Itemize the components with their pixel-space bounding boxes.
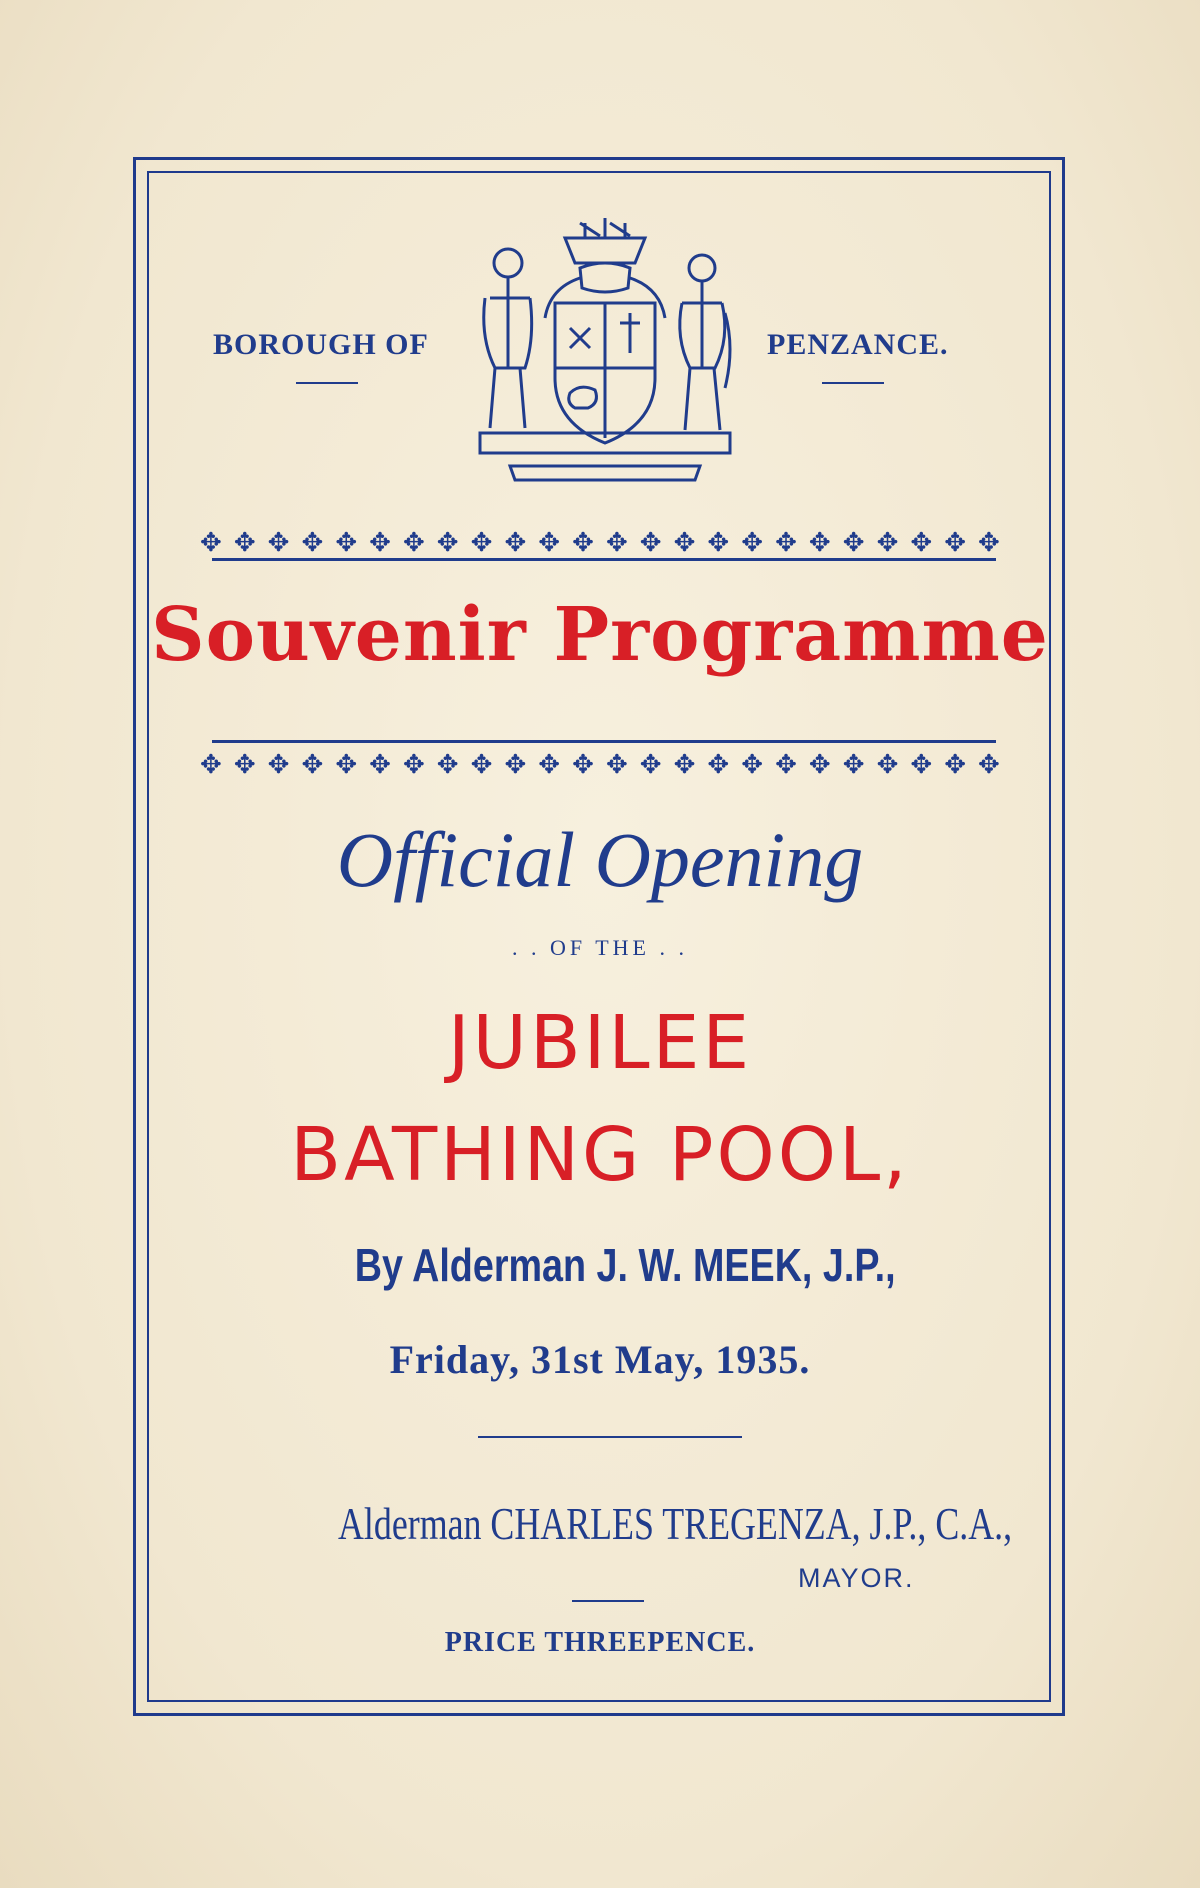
header-left-rule: [296, 382, 358, 384]
programme-title: Souvenir Programme: [151, 592, 1049, 678]
price-divider: [572, 1600, 644, 1602]
event-date: Friday, 31st May, 1935.: [389, 1337, 811, 1382]
divider-rule-bottom: [212, 740, 996, 743]
of-the-text: . . OF THE . .: [512, 935, 688, 960]
date-divider: [478, 1436, 742, 1438]
header-right-rule: [822, 382, 884, 384]
official-opening-heading: Official Opening: [336, 816, 864, 903]
pool-name-line2: BATHING POOL,: [290, 1112, 910, 1198]
header-left-text: BOROUGH OF: [213, 328, 429, 361]
mayor-title: MAYOR.: [798, 1563, 915, 1593]
opened-by-text: By Alderman J. W. MEEK, J.P.,: [354, 1239, 896, 1291]
divider-rule-top: [212, 558, 996, 561]
ornament-border-bottom: ✥ ✥ ✥ ✥ ✥ ✥ ✥ ✥ ✥ ✥ ✥ ✥ ✥ ✥ ✥ ✥ ✥ ✥ ✥ ✥ ✥ ✥ ✥ ✥: [200, 750, 1000, 780]
coat-of-arms-icon: [470, 218, 740, 490]
mayor-name: Alderman CHARLES TREGENZA, J.P., C.A.,: [338, 1498, 1013, 1549]
pool-name-line1: JUBILEE: [447, 1000, 753, 1086]
ornament-border-top: ✥ ✥ ✥ ✥ ✥ ✥ ✥ ✥ ✥ ✥ ✥ ✥ ✥ ✥ ✥ ✥ ✥ ✥ ✥ ✥ ✥ ✥ ✥ ✥: [200, 528, 1000, 558]
price-text: PRICE THREEPENCE.: [444, 1627, 756, 1658]
header-right-text: PENZANCE.: [767, 328, 949, 361]
